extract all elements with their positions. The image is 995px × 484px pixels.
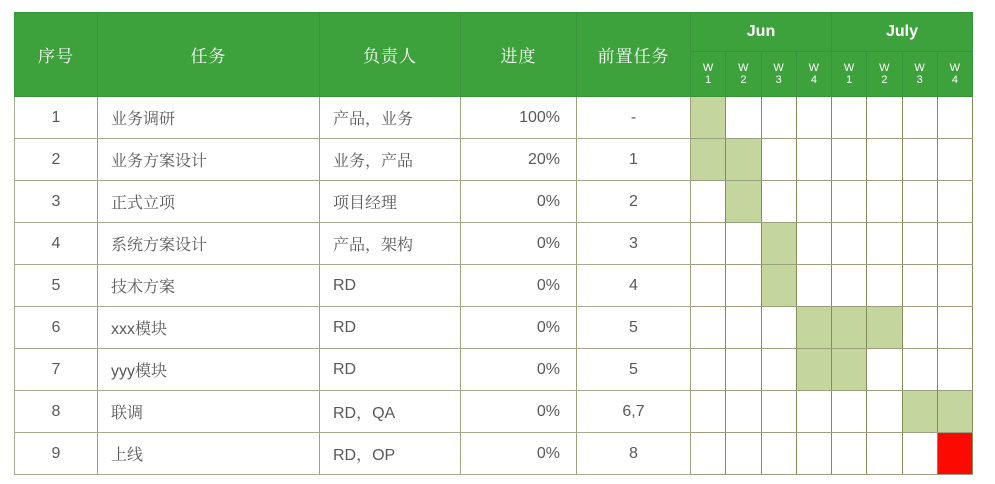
- week-prefix: W: [738, 62, 749, 74]
- cell-predecessor[interactable]: 6,7: [577, 391, 691, 433]
- week-number: 1: [705, 74, 712, 86]
- gantt-cell[interactable]: [832, 223, 867, 265]
- cell-owner[interactable]: 项目经理: [320, 181, 461, 223]
- cell-no[interactable]: 9: [15, 433, 98, 475]
- cell-no[interactable]: 1: [15, 97, 98, 139]
- cell-task[interactable]: 业务方案设计: [98, 139, 320, 181]
- gantt-cell[interactable]: [691, 307, 726, 349]
- week-header-july-w2[interactable]: [867, 52, 902, 97]
- gantt-cell[interactable]: [796, 265, 831, 307]
- gantt-cell[interactable]: [937, 97, 972, 139]
- gantt-cell[interactable]: [867, 433, 902, 475]
- gantt-cell[interactable]: [902, 391, 937, 433]
- cell-progress[interactable]: 0%: [461, 223, 577, 265]
- gantt-cell[interactable]: [691, 181, 726, 223]
- cell-task[interactable]: 系统方案设计: [98, 223, 320, 265]
- gantt-cell[interactable]: [691, 391, 726, 433]
- week-number: 2: [740, 74, 747, 86]
- gantt-cell[interactable]: [796, 223, 831, 265]
- column-header-task[interactable]: 任务: [98, 13, 320, 97]
- cell-owner[interactable]: RD: [320, 349, 461, 391]
- gantt-cell[interactable]: [937, 265, 972, 307]
- gantt-cell[interactable]: [867, 97, 902, 139]
- gantt-cell[interactable]: [867, 223, 902, 265]
- gantt-cell[interactable]: [867, 391, 902, 433]
- gantt-cell[interactable]: [726, 139, 761, 181]
- gantt-cell[interactable]: [832, 181, 867, 223]
- cell-task[interactable]: 联调: [98, 391, 320, 433]
- table-row: [15, 307, 973, 349]
- table-row: [15, 391, 973, 433]
- cell-owner[interactable]: 业务，产品: [320, 139, 461, 181]
- cell-owner[interactable]: 产品，业务: [320, 97, 461, 139]
- gantt-cell[interactable]: [867, 181, 902, 223]
- cell-predecessor[interactable]: 5: [577, 307, 691, 349]
- gantt-cell[interactable]: [867, 139, 902, 181]
- gantt-cell[interactable]: [691, 139, 726, 181]
- gantt-cell[interactable]: [902, 433, 937, 475]
- week-header-july-w4[interactable]: [937, 52, 972, 97]
- gantt-cell[interactable]: [867, 265, 902, 307]
- gantt-cell[interactable]: [761, 97, 796, 139]
- gantt-cell[interactable]: [937, 223, 972, 265]
- week-header-july-w3[interactable]: [902, 52, 937, 97]
- table-row: [15, 139, 973, 181]
- gantt-cell[interactable]: [832, 139, 867, 181]
- cell-predecessor[interactable]: 1: [577, 139, 691, 181]
- gantt-cell[interactable]: [832, 307, 867, 349]
- column-header-progress[interactable]: 进度: [461, 13, 577, 97]
- cell-progress[interactable]: 0%: [461, 349, 577, 391]
- cell-task[interactable]: 技术方案: [98, 265, 320, 307]
- gantt-cell[interactable]: [937, 139, 972, 181]
- cell-no[interactable]: 4: [15, 223, 98, 265]
- month-header-july[interactable]: July: [832, 13, 973, 52]
- cell-progress[interactable]: 0%: [461, 433, 577, 475]
- cell-task[interactable]: yyy模块: [98, 349, 320, 391]
- cell-predecessor[interactable]: 4: [577, 265, 691, 307]
- week-header-jun-w4[interactable]: [796, 52, 831, 97]
- gantt-cell[interactable]: [902, 307, 937, 349]
- gantt-cell[interactable]: [832, 265, 867, 307]
- week-prefix: W: [702, 62, 714, 74]
- cell-no[interactable]: 5: [15, 265, 98, 307]
- cell-no[interactable]: 3: [15, 181, 98, 223]
- week-number: 4: [951, 74, 958, 86]
- cell-owner[interactable]: 产品，架构: [320, 223, 461, 265]
- gantt-cell[interactable]: [726, 391, 761, 433]
- week-number: 4: [810, 74, 817, 86]
- gantt-cell[interactable]: [937, 307, 972, 349]
- column-header-predecessor[interactable]: 前置任务: [577, 13, 691, 97]
- week-prefix: W: [843, 62, 855, 74]
- gantt-cell[interactable]: [691, 265, 726, 307]
- gantt-cell[interactable]: [761, 307, 796, 349]
- cell-progress[interactable]: 0%: [461, 307, 577, 349]
- cell-predecessor[interactable]: 8: [577, 433, 691, 475]
- gantt-cell[interactable]: [937, 349, 972, 391]
- gantt-cell[interactable]: [796, 181, 831, 223]
- gantt-cell[interactable]: [726, 181, 761, 223]
- gantt-cell[interactable]: [726, 223, 761, 265]
- gantt-cell[interactable]: [761, 391, 796, 433]
- column-header-owner[interactable]: 负责人: [320, 13, 461, 97]
- week-prefix: W: [949, 62, 961, 74]
- gantt-cell[interactable]: [832, 391, 867, 433]
- column-header-no[interactable]: 序号: [15, 13, 98, 97]
- cell-no[interactable]: 2: [15, 139, 98, 181]
- week-number: 1: [846, 74, 853, 86]
- week-prefix: W: [914, 62, 925, 74]
- gantt-cell[interactable]: [902, 97, 937, 139]
- gantt-cell[interactable]: [726, 349, 761, 391]
- header-row-main: [15, 13, 973, 52]
- week-prefix: W: [879, 62, 890, 74]
- table-row: [15, 433, 973, 475]
- table-row: [15, 265, 973, 307]
- cell-task[interactable]: xxx模块: [98, 307, 320, 349]
- cell-task[interactable]: 上线: [98, 433, 320, 475]
- week-header-july-w1[interactable]: [832, 52, 867, 97]
- week-number: 3: [916, 74, 923, 86]
- gantt-cell[interactable]: [796, 139, 831, 181]
- cell-progress[interactable]: 100%: [461, 97, 577, 139]
- gantt-cell[interactable]: [902, 181, 937, 223]
- gantt-cell[interactable]: [726, 307, 761, 349]
- gantt-cell[interactable]: [726, 433, 761, 475]
- gantt-cell[interactable]: [726, 97, 761, 139]
- week-prefix: W: [773, 62, 784, 74]
- gantt-cell[interactable]: [937, 181, 972, 223]
- cell-progress[interactable]: 20%: [461, 139, 577, 181]
- week-header-jun-w1[interactable]: [691, 52, 726, 97]
- table-row: [15, 97, 973, 139]
- week-number: 2: [881, 74, 888, 86]
- gantt-cell[interactable]: [761, 349, 796, 391]
- cell-no[interactable]: 8: [15, 391, 98, 433]
- cell-task[interactable]: 业务调研: [98, 97, 320, 139]
- cell-progress[interactable]: 0%: [461, 391, 577, 433]
- gantt-cell[interactable]: [902, 223, 937, 265]
- table-row: [15, 349, 973, 391]
- week-header-jun-w3[interactable]: [761, 52, 796, 97]
- gantt-cell[interactable]: [832, 97, 867, 139]
- table-row: [15, 181, 973, 223]
- cell-owner[interactable]: RD: [320, 265, 461, 307]
- cell-progress[interactable]: 0%: [461, 265, 577, 307]
- gantt-cell[interactable]: [867, 307, 902, 349]
- gantt-cell[interactable]: [832, 433, 867, 475]
- gantt-table: [14, 12, 973, 475]
- gantt-cell[interactable]: [796, 97, 831, 139]
- gantt-cell[interactable]: [691, 97, 726, 139]
- gantt-cell[interactable]: [761, 181, 796, 223]
- cell-no[interactable]: 6: [15, 307, 98, 349]
- gantt-cell[interactable]: [691, 349, 726, 391]
- table-row: [15, 223, 973, 265]
- cell-owner[interactable]: RD: [320, 307, 461, 349]
- gantt-cell[interactable]: [937, 433, 972, 475]
- month-header-jun[interactable]: Jun: [691, 13, 832, 52]
- cell-progress[interactable]: 0%: [461, 181, 577, 223]
- gantt-cell[interactable]: [761, 139, 796, 181]
- week-number: 3: [775, 74, 782, 86]
- gantt-cell[interactable]: [796, 307, 831, 349]
- cell-no[interactable]: 7: [15, 349, 98, 391]
- cell-predecessor[interactable]: -: [577, 97, 691, 139]
- gantt-cell[interactable]: [902, 265, 937, 307]
- gantt-cell[interactable]: [796, 391, 831, 433]
- cell-owner[interactable]: RD，OP: [320, 433, 461, 475]
- cell-owner[interactable]: RD，QA: [320, 391, 461, 433]
- gantt-cell[interactable]: [902, 139, 937, 181]
- gantt-cell[interactable]: [832, 349, 867, 391]
- gantt-cell[interactable]: [937, 391, 972, 433]
- gantt-cell[interactable]: [867, 349, 902, 391]
- gantt-cell[interactable]: [691, 433, 726, 475]
- cell-predecessor[interactable]: 5: [577, 349, 691, 391]
- cell-task[interactable]: 正式立项: [98, 181, 320, 223]
- week-header-jun-w2[interactable]: [726, 52, 761, 97]
- gantt-cell[interactable]: [761, 223, 796, 265]
- gantt-cell[interactable]: [726, 265, 761, 307]
- gantt-cell[interactable]: [902, 349, 937, 391]
- gantt-cell[interactable]: [796, 433, 831, 475]
- gantt-cell[interactable]: [796, 349, 831, 391]
- gantt-cell[interactable]: [761, 433, 796, 475]
- gantt-cell[interactable]: [691, 223, 726, 265]
- gantt-cell[interactable]: [761, 265, 796, 307]
- week-prefix: W: [808, 62, 820, 74]
- cell-predecessor[interactable]: 2: [577, 181, 691, 223]
- cell-predecessor[interactable]: 3: [577, 223, 691, 265]
